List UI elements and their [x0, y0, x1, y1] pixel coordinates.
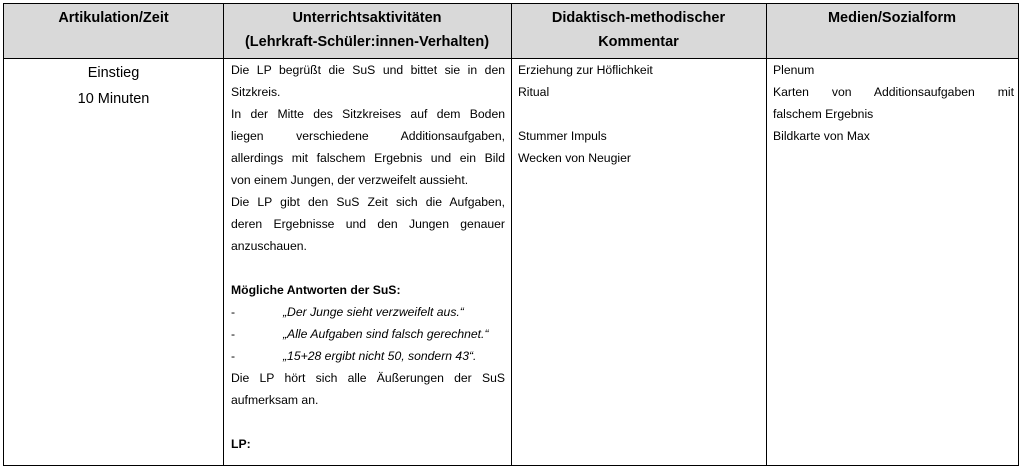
answer-text: „Alle Aufgaben sind falsch gerechnet.“ [283, 327, 489, 341]
media-cell [773, 59, 1014, 147]
media-line: falschem Ergebnis [773, 107, 874, 121]
comment-line: Erziehung zur Höflichkeit [518, 63, 653, 77]
header-col2-line1: Unterrichtsaktivitäten [292, 10, 442, 26]
activity-line: Die LP begrüßt die SuS und bittet sie in den [231, 63, 505, 77]
activity-line: Sitzkreis. [231, 85, 281, 99]
header-col3-line2: Kommentar [598, 34, 679, 50]
answer-item [231, 345, 505, 367]
media-line: Bildkarte von Max [773, 129, 870, 143]
bullet-dash: - [231, 327, 236, 341]
answer-item [231, 301, 505, 323]
lesson-plan-table [3, 3, 1019, 466]
bullet-dash: - [231, 349, 236, 363]
activity-line: anzuschauen. [231, 239, 307, 253]
header-col2-line2: (Lehrkraft-Schüler:innen-Verhalten) [244, 34, 490, 50]
activity-line: In der Mitte des Sitzkreises auf dem Boden [231, 107, 505, 121]
activity-line: aufmerksam an. [231, 393, 319, 407]
activity-line: allerdings mit falschem Ergebnis und ein Bild [231, 151, 505, 165]
activity-line: Die LP hört sich alle Äußerungen der SuS [231, 371, 505, 385]
phase-name: Einstieg [87, 65, 140, 81]
phase-cell [4, 60, 223, 112]
activity-line: von einem Jungen, der verzweifelt aussieht. [231, 173, 469, 187]
bullet-dash: - [231, 305, 236, 319]
header-col4-label: Medien/Sozialform [827, 10, 957, 26]
media-line: Plenum [773, 63, 815, 77]
comment-line: Stummer Impuls [518, 129, 607, 143]
header-activities [223, 4, 511, 58]
comment-line: Ritual [518, 85, 550, 99]
comment-line: Wecken von Neugier [518, 151, 631, 165]
activity-line: Die LP gibt den SuS Zeit sich die Aufgaben, [231, 195, 505, 209]
answer-text: „15+28 ergibt nicht 50, sondern 43“. [283, 349, 477, 363]
header-didactic-comment [511, 4, 766, 58]
activity-line: deren Ergebnisse und den Jungen genauer [231, 217, 505, 231]
activity-line: liegen verschiedene Additionsaufgaben, [231, 129, 505, 143]
comment-cell [518, 59, 764, 169]
media-line: Karten von Additionsaufgaben mit [773, 85, 1014, 99]
header-articulation-time [4, 4, 223, 58]
activities-cell [231, 59, 505, 455]
column-divider-3 [766, 4, 767, 465]
lp-label: LP: [231, 437, 251, 451]
header-col3-line1: Didaktisch-methodischer [551, 10, 726, 26]
header-col1-label: Artikulation/Zeit [58, 10, 169, 26]
column-divider-2 [511, 4, 512, 465]
answers-heading: Mögliche Antworten der SuS: [231, 283, 401, 297]
phase-time: 10 Minuten [77, 91, 150, 107]
answer-item [231, 323, 505, 345]
header-media-social-form [766, 4, 1018, 58]
answer-text: „Der Junge sieht verzweifelt aus.“ [283, 305, 464, 319]
column-divider-1 [223, 4, 224, 465]
